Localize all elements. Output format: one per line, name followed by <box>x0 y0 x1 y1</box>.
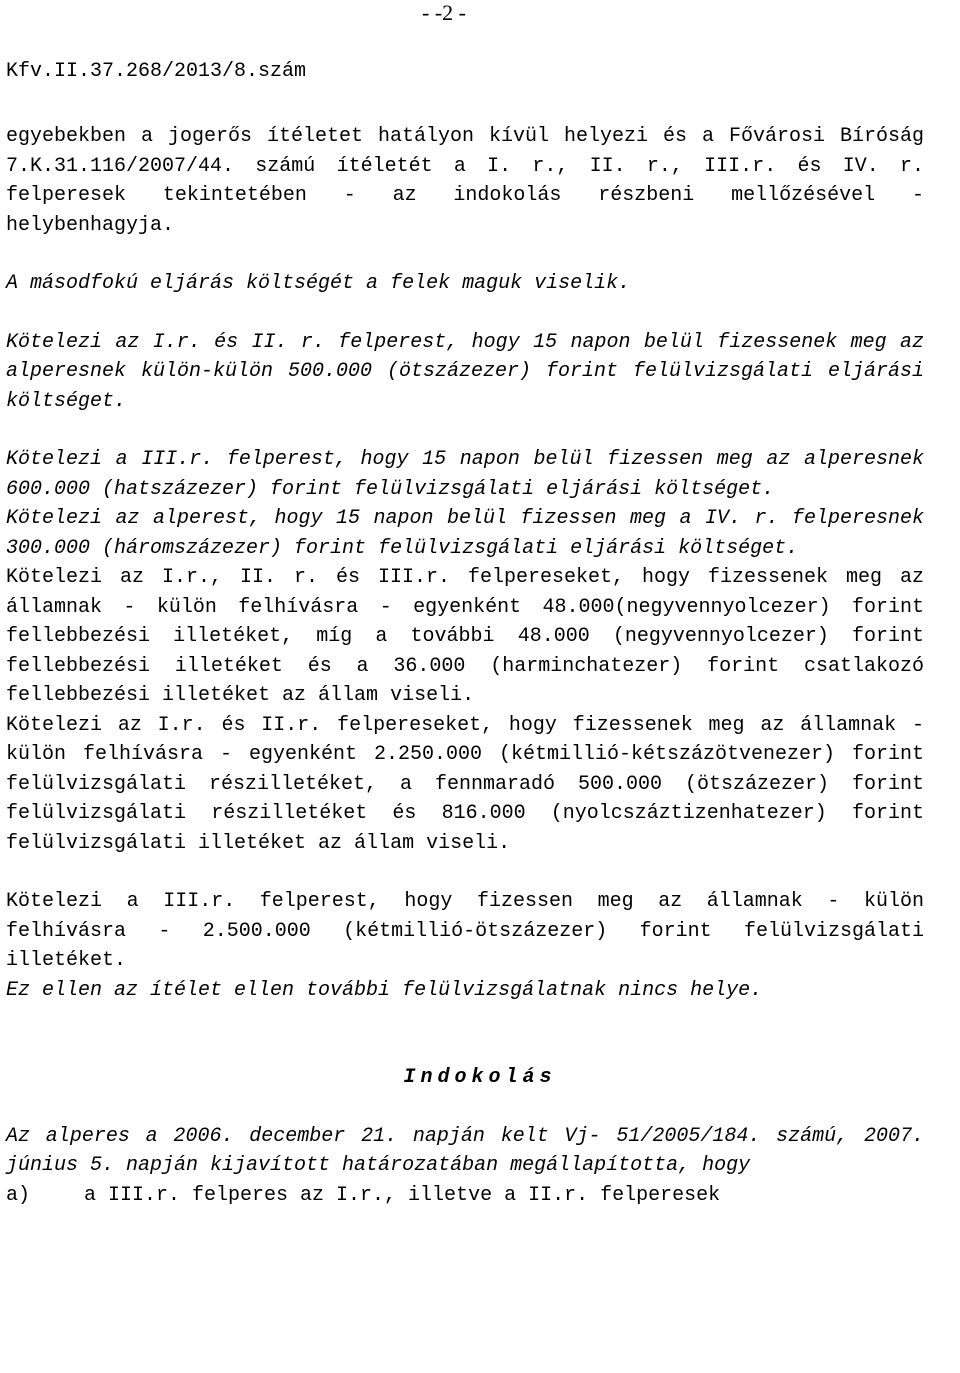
page-number: - -2 - <box>422 0 466 25</box>
paragraph-obligation-1: Kötelezi az I.r. és II. r. felperest, hogy 15 napon belül fizessenek meg az alperesnek külön-külön 500.000 (ötszázezer) forint felülvizsgálati eljárási költséget. <box>6 330 924 413</box>
paragraph-costs: A másodfokú eljárás költségét a felek maguk viselik. <box>6 272 631 295</box>
paragraph-judgment: egyebekben a jogerős ítéletet hatályon kívül helyezi és a Fővárosi Bíróság 7.K.31.116/2007/44. számú ítéletét a I. r., II. r., III.r. és IV. r. felperesek tekintetében - az indokolás részbeni mellőzésével - helybenhagyja. <box>6 125 924 237</box>
paragraph-no-appeal: Ez ellen az ítélet ellen további felülvizsgálatnak nincs helye. <box>6 978 763 1002</box>
list-item-label: a) <box>6 1183 31 1207</box>
paragraph-obligation-5: Kötelezi az I.r. és II.r. felpereseket, hogy fizessenek meg az államnak - külön felhívásra - egyenként 2.250.000 (kétmillió-kétszázötvenezer) forint felülvizsgálati részilletéket, a fennmaradó 500.000 (ötszázezer) forint felülvizsgálati részilletéket és 816.000 (nyolcszáztizenhatezer) forint felülvizsgálati illetéket az állam viseli. <box>6 713 924 855</box>
paragraph-obligation-4: Kötelezi az I.r., II. r. és III.r. felpereseket, hogy fizessenek meg az államnak - külön felhívásra - egyenként 48.000(negyvennyolcezer) forint fellebbezési illetéket, míg a további 48.000 (negyvennyolcezer) forint fellebbezési illetéket és a 36.000 (harminchatezer) forint csatlakozó fellebbezési illetéket az állam viseli. <box>6 566 924 707</box>
paragraph-reasoning-intro: Az alperes a 2006. december 21. napján kelt Vj- 51/2005/184. számú, 2007. június 5. napján kijavított határozatában megállapította, hogy <box>6 1124 924 1177</box>
case-number: Kfv.II.37.268/2013/8.szám <box>6 60 307 83</box>
list-item <box>6 1181 924 1211</box>
paragraph-obligation-2: Kötelezi a III.r. felperest, hogy 15 napon belül fizessen meg az alperesnek 600.000 (hatszázezer) forint felülvizsgálati eljárási költséget. <box>6 448 924 501</box>
list-item-text: a III.r. felperes az I.r., illetve a II.r. felperesek <box>84 1183 721 1207</box>
paragraph-obligation-6: Kötelezi a III.r. felperest, hogy fizessen meg az államnak - külön felhívásra - 2.500.000 (kétmillió-ötszázezer) forint felülvizsgálati illetéket. <box>6 890 924 972</box>
section-heading: Indokolás <box>403 1066 557 1089</box>
document-body <box>6 122 924 1210</box>
paragraph-obligation-3: Kötelezi az alperest, hogy 15 napon belül fizessen meg a IV. r. felperesnek 300.000 (háromszázezer) forint felülvizsgálati eljárási költséget. <box>6 507 924 560</box>
